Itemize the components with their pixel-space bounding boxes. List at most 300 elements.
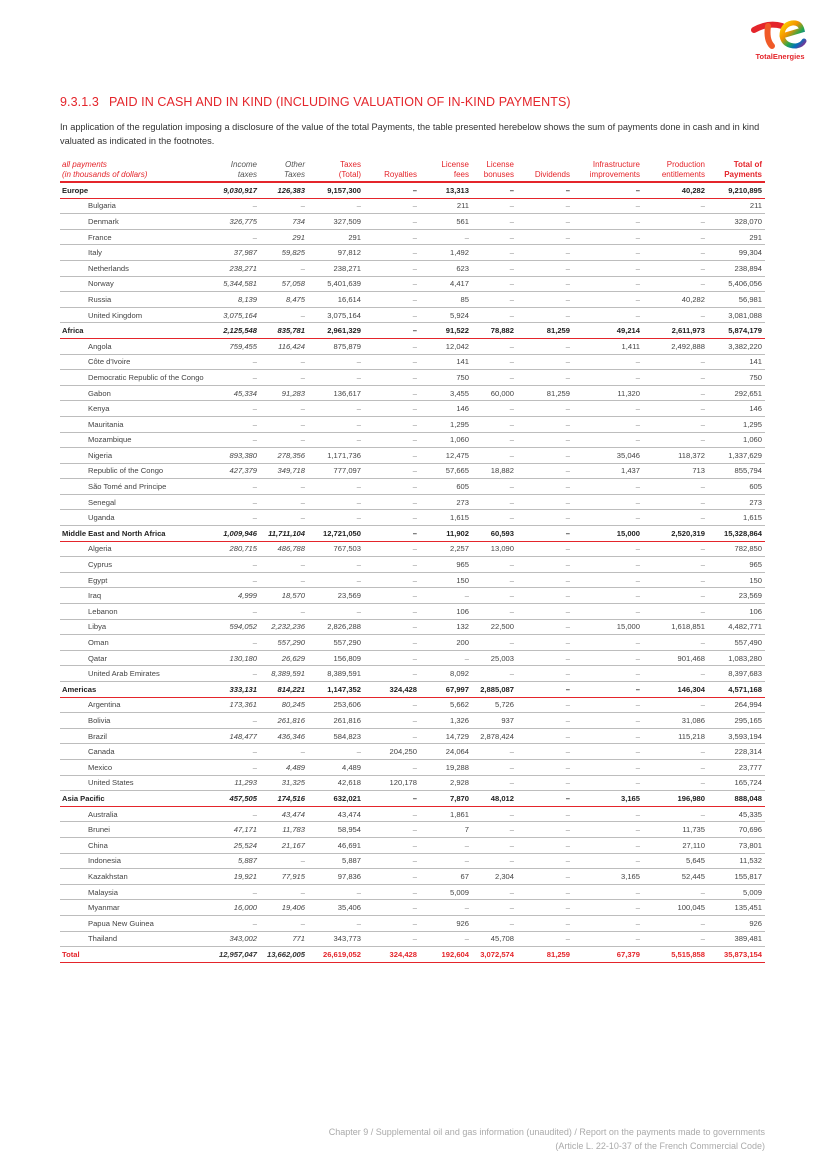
header-license-fees: License fees	[420, 160, 472, 182]
cell-royalties: –	[364, 276, 420, 292]
cell-other-taxes: 19,406	[260, 900, 308, 916]
cell-production-entitlements: 40,282	[643, 182, 708, 198]
row-label: Denmark	[60, 214, 210, 230]
cell-income-taxes: –	[210, 354, 260, 370]
cell-income-taxes: 45,334	[210, 385, 260, 401]
cell-total-of-payments: 557,490	[708, 635, 765, 651]
cell-income-taxes: –	[210, 432, 260, 448]
cell-taxes-total: 97,836	[308, 869, 364, 885]
cell-total-of-payments: 605	[708, 479, 765, 495]
cell-license-bonuses: 18,882	[472, 463, 517, 479]
table-row	[60, 869, 765, 885]
table-row	[60, 245, 765, 261]
cell-other-taxes: 557,290	[260, 635, 308, 651]
header-license-bonuses: License bonuses	[472, 160, 517, 182]
cell-royalties: –	[364, 245, 420, 261]
cell-income-taxes: –	[210, 635, 260, 651]
cell-infrastructure-improvements: –	[573, 494, 643, 510]
cell-license-bonuses: –	[472, 822, 517, 838]
cell-license-fees: –	[420, 837, 472, 853]
cell-production-entitlements: 901,468	[643, 650, 708, 666]
cell-license-bonuses: –	[472, 900, 517, 916]
cell-income-taxes: –	[210, 915, 260, 931]
cell-dividends: –	[517, 198, 573, 214]
cell-royalties: –	[364, 416, 420, 432]
header-income-taxes: Income taxes	[210, 160, 260, 182]
cell-taxes-total: 5,887	[308, 853, 364, 869]
cell-total-of-payments: 3,593,194	[708, 728, 765, 744]
cell-infrastructure-improvements: 1,411	[573, 338, 643, 354]
cell-income-taxes: 8,139	[210, 292, 260, 308]
table-row	[60, 713, 765, 729]
cell-taxes-total: 43,474	[308, 806, 364, 822]
cell-license-bonuses: –	[472, 182, 517, 198]
cell-dividends: –	[517, 401, 573, 417]
cell-other-taxes: 13,662,005	[260, 947, 308, 963]
cell-other-taxes: 91,283	[260, 385, 308, 401]
cell-taxes-total: –	[308, 494, 364, 510]
cell-taxes-total: 23,569	[308, 588, 364, 604]
cell-license-fees: 1,615	[420, 510, 472, 526]
footer-line-1: Chapter 9 / Supplemental oil and gas information (unaudited) / Report on the payments made to governments	[328, 1127, 765, 1137]
cell-license-fees: 2,257	[420, 541, 472, 557]
cell-taxes-total: 2,961,329	[308, 323, 364, 339]
header-taxes-total: Taxes (Total)	[308, 160, 364, 182]
row-label: Senegal	[60, 494, 210, 510]
cell-dividends: –	[517, 806, 573, 822]
cell-license-fees: –	[420, 229, 472, 245]
cell-total-of-payments: 211	[708, 198, 765, 214]
row-label: Mexico	[60, 759, 210, 775]
row-label: Democratic Republic of the Congo	[60, 370, 210, 386]
cell-infrastructure-improvements: –	[573, 432, 643, 448]
cell-production-entitlements: –	[643, 307, 708, 323]
region-row	[60, 526, 765, 542]
cell-total-of-payments: 965	[708, 557, 765, 573]
cell-other-taxes: –	[260, 416, 308, 432]
cell-license-bonuses: –	[472, 775, 517, 791]
cell-infrastructure-improvements: –	[573, 650, 643, 666]
cell-total-of-payments: 56,981	[708, 292, 765, 308]
cell-production-entitlements: –	[643, 884, 708, 900]
cell-royalties: 324,428	[364, 947, 420, 963]
cell-license-fees: 11,902	[420, 526, 472, 542]
cell-license-fees: 7,870	[420, 791, 472, 807]
cell-license-bonuses: –	[472, 510, 517, 526]
cell-other-taxes: –	[260, 884, 308, 900]
cell-production-entitlements: –	[643, 198, 708, 214]
cell-dividends: –	[517, 853, 573, 869]
header-all-payments: all payments (in thousands of dollars)	[60, 160, 210, 182]
cell-license-fees: 67,997	[420, 682, 472, 698]
cell-taxes-total: 343,773	[308, 931, 364, 947]
cell-production-entitlements: 2,492,888	[643, 338, 708, 354]
cell-total-of-payments: 141	[708, 354, 765, 370]
row-label: Asia Pacific	[60, 791, 210, 807]
row-label: Egypt	[60, 572, 210, 588]
cell-other-taxes: 174,516	[260, 791, 308, 807]
cell-license-fees: 85	[420, 292, 472, 308]
cell-income-taxes: 9,030,917	[210, 182, 260, 198]
cell-infrastructure-improvements: 3,165	[573, 791, 643, 807]
cell-total-of-payments: 9,210,895	[708, 182, 765, 198]
cell-dividends: –	[517, 837, 573, 853]
header-total-of-payments: Total of Payments	[708, 160, 765, 182]
cell-royalties: –	[364, 214, 420, 230]
cell-license-bonuses: 48,012	[472, 791, 517, 807]
region-row	[60, 682, 765, 698]
cell-total-of-payments: 5,406,056	[708, 276, 765, 292]
cell-infrastructure-improvements: –	[573, 245, 643, 261]
cell-other-taxes: 291	[260, 229, 308, 245]
cell-license-fees: 623	[420, 260, 472, 276]
cell-infrastructure-improvements: –	[573, 697, 643, 713]
table-row	[60, 510, 765, 526]
header-dividends: Dividends	[517, 160, 573, 182]
row-label: Brunei	[60, 822, 210, 838]
cell-taxes-total: 291	[308, 229, 364, 245]
cell-income-taxes: –	[210, 666, 260, 682]
cell-production-entitlements: –	[643, 416, 708, 432]
table-row	[60, 604, 765, 620]
table-row	[60, 697, 765, 713]
cell-infrastructure-improvements: 15,000	[573, 619, 643, 635]
cell-royalties: –	[364, 292, 420, 308]
cell-taxes-total: 42,618	[308, 775, 364, 791]
table-row	[60, 479, 765, 495]
cell-taxes-total: 8,389,591	[308, 666, 364, 682]
cell-license-bonuses: –	[472, 338, 517, 354]
cell-license-fees: 211	[420, 198, 472, 214]
cell-income-taxes: –	[210, 416, 260, 432]
totalenergies-logo	[748, 16, 812, 64]
cell-license-bonuses: –	[472, 853, 517, 869]
cell-dividends: –	[517, 416, 573, 432]
cell-other-taxes: –	[260, 915, 308, 931]
row-label: Canada	[60, 744, 210, 760]
row-label: Angola	[60, 338, 210, 354]
table-row	[60, 338, 765, 354]
cell-dividends: –	[517, 682, 573, 698]
cell-production-entitlements: –	[643, 479, 708, 495]
row-label: Algeria	[60, 541, 210, 557]
cell-license-fees: 192,604	[420, 947, 472, 963]
cell-royalties: –	[364, 526, 420, 542]
cell-income-taxes: 343,002	[210, 931, 260, 947]
cell-income-taxes: 594,052	[210, 619, 260, 635]
cell-dividends: –	[517, 604, 573, 620]
cell-production-entitlements: –	[643, 931, 708, 947]
cell-license-bonuses: 13,090	[472, 541, 517, 557]
header-royalties: Royalties	[364, 160, 420, 182]
cell-license-bonuses: 2,885,087	[472, 682, 517, 698]
cell-other-taxes: 486,788	[260, 541, 308, 557]
cell-license-fees: 24,064	[420, 744, 472, 760]
cell-production-entitlements: –	[643, 494, 708, 510]
cell-production-entitlements: –	[643, 666, 708, 682]
cell-license-bonuses: 937	[472, 713, 517, 729]
cell-total-of-payments: 165,724	[708, 775, 765, 791]
row-label: Brazil	[60, 728, 210, 744]
cell-total-of-payments: 1,615	[708, 510, 765, 526]
cell-license-fees: –	[420, 931, 472, 947]
cell-royalties: –	[364, 931, 420, 947]
cell-production-entitlements: 115,218	[643, 728, 708, 744]
cell-royalties: –	[364, 572, 420, 588]
row-label: Europe	[60, 182, 210, 198]
cell-royalties: –	[364, 338, 420, 354]
cell-license-fees: 561	[420, 214, 472, 230]
table-row	[60, 931, 765, 947]
cell-production-entitlements: 146,304	[643, 682, 708, 698]
cell-total-of-payments: 15,328,864	[708, 526, 765, 542]
table-row	[60, 385, 765, 401]
cell-other-taxes: 349,718	[260, 463, 308, 479]
cell-total-of-payments: 4,482,771	[708, 619, 765, 635]
cell-production-entitlements: 118,372	[643, 448, 708, 464]
cell-taxes-total: –	[308, 198, 364, 214]
cell-income-taxes: –	[210, 884, 260, 900]
cell-license-fees: 19,288	[420, 759, 472, 775]
cell-other-taxes: 2,232,236	[260, 619, 308, 635]
cell-license-fees: 965	[420, 557, 472, 573]
table-row	[60, 541, 765, 557]
cell-other-taxes: –	[260, 494, 308, 510]
cell-taxes-total: 632,021	[308, 791, 364, 807]
cell-total-of-payments: 1,295	[708, 416, 765, 432]
cell-taxes-total: 584,823	[308, 728, 364, 744]
cell-license-fees: 8,092	[420, 666, 472, 682]
row-label: Indonesia	[60, 853, 210, 869]
cell-royalties: –	[364, 853, 420, 869]
cell-royalties: –	[364, 713, 420, 729]
cell-taxes-total: 16,614	[308, 292, 364, 308]
cell-dividends: –	[517, 759, 573, 775]
cell-total-of-payments: 328,070	[708, 214, 765, 230]
cell-dividends: 81,259	[517, 385, 573, 401]
table-row	[60, 432, 765, 448]
table-row	[60, 635, 765, 651]
cell-production-entitlements: 5,645	[643, 853, 708, 869]
cell-taxes-total: –	[308, 432, 364, 448]
cell-income-taxes: –	[210, 494, 260, 510]
cell-production-entitlements: 2,520,319	[643, 526, 708, 542]
row-label: France	[60, 229, 210, 245]
table-row	[60, 728, 765, 744]
cell-other-taxes: 18,570	[260, 588, 308, 604]
cell-income-taxes: 893,380	[210, 448, 260, 464]
cell-infrastructure-improvements: 67,379	[573, 947, 643, 963]
table-row	[60, 884, 765, 900]
cell-royalties: –	[364, 650, 420, 666]
cell-income-taxes: 148,477	[210, 728, 260, 744]
cell-other-taxes: 4,489	[260, 759, 308, 775]
cell-other-taxes: 278,356	[260, 448, 308, 464]
cell-royalties: –	[364, 557, 420, 573]
cell-production-entitlements: –	[643, 759, 708, 775]
cell-license-bonuses: –	[472, 759, 517, 775]
cell-income-taxes: –	[210, 604, 260, 620]
row-label: China	[60, 837, 210, 853]
row-label: Gabon	[60, 385, 210, 401]
cell-total-of-payments: 291	[708, 229, 765, 245]
cell-taxes-total: –	[308, 510, 364, 526]
row-label: Australia	[60, 806, 210, 822]
cell-total-of-payments: 926	[708, 915, 765, 931]
cell-license-bonuses: 5,726	[472, 697, 517, 713]
cell-royalties: –	[364, 822, 420, 838]
cell-other-taxes: 26,629	[260, 650, 308, 666]
cell-other-taxes: 80,245	[260, 697, 308, 713]
cell-total-of-payments: 23,777	[708, 759, 765, 775]
cell-license-fees: 132	[420, 619, 472, 635]
cell-other-taxes: –	[260, 479, 308, 495]
table-row	[60, 900, 765, 916]
cell-license-fees: 146	[420, 401, 472, 417]
cell-total-of-payments: 3,081,088	[708, 307, 765, 323]
cell-income-taxes: 280,715	[210, 541, 260, 557]
table-row	[60, 915, 765, 931]
cell-infrastructure-improvements: 49,214	[573, 323, 643, 339]
table-row	[60, 260, 765, 276]
cell-royalties: –	[364, 479, 420, 495]
cell-other-taxes: –	[260, 370, 308, 386]
cell-royalties: –	[364, 869, 420, 885]
cell-production-entitlements: –	[643, 214, 708, 230]
cell-total-of-payments: 146	[708, 401, 765, 417]
cell-other-taxes: 835,781	[260, 323, 308, 339]
table-row	[60, 401, 765, 417]
cell-production-entitlements: –	[643, 385, 708, 401]
cell-income-taxes: –	[210, 479, 260, 495]
cell-dividends: –	[517, 744, 573, 760]
cell-production-entitlements: –	[643, 572, 708, 588]
cell-license-fees: –	[420, 650, 472, 666]
cell-license-fees: 106	[420, 604, 472, 620]
cell-other-taxes: 436,346	[260, 728, 308, 744]
cell-infrastructure-improvements: –	[573, 744, 643, 760]
cell-royalties: –	[364, 666, 420, 682]
cell-infrastructure-improvements: –	[573, 292, 643, 308]
cell-license-fees: 1,861	[420, 806, 472, 822]
cell-royalties: –	[364, 510, 420, 526]
cell-income-taxes: 427,379	[210, 463, 260, 479]
row-label: Total	[60, 947, 210, 963]
cell-infrastructure-improvements: –	[573, 214, 643, 230]
cell-total-of-payments: 273	[708, 494, 765, 510]
cell-income-taxes: –	[210, 557, 260, 573]
cell-income-taxes: 759,455	[210, 338, 260, 354]
row-label: Kazakhstan	[60, 869, 210, 885]
cell-income-taxes: 16,000	[210, 900, 260, 916]
cell-infrastructure-improvements: –	[573, 260, 643, 276]
cell-license-bonuses: –	[472, 557, 517, 573]
intro-paragraph: In application of the regulation imposing a disclosure of the value of the total Payments, the table presented herebelow shows the sum of payments done in cash and in kind valuated as indicated in the footnotes.	[60, 122, 760, 146]
cell-other-taxes: 734	[260, 214, 308, 230]
cell-other-taxes: 771	[260, 931, 308, 947]
cell-royalties: –	[364, 307, 420, 323]
table-row	[60, 494, 765, 510]
row-label: Russia	[60, 292, 210, 308]
cell-income-taxes: 3,075,164	[210, 307, 260, 323]
row-label: Argentina	[60, 697, 210, 713]
cell-income-taxes: –	[210, 759, 260, 775]
cell-income-taxes: 2,125,548	[210, 323, 260, 339]
page-footer	[329, 1125, 765, 1153]
cell-license-bonuses: –	[472, 416, 517, 432]
cell-dividends: –	[517, 650, 573, 666]
cell-infrastructure-improvements: –	[573, 354, 643, 370]
cell-royalties: 204,250	[364, 744, 420, 760]
row-label: São Tomé and Principe	[60, 479, 210, 495]
table-row	[60, 744, 765, 760]
cell-license-bonuses: 2,304	[472, 869, 517, 885]
cell-license-fees: 1,492	[420, 245, 472, 261]
cell-production-entitlements: –	[643, 744, 708, 760]
cell-total-of-payments: 5,009	[708, 884, 765, 900]
cell-license-bonuses: –	[472, 245, 517, 261]
header-production-entitlements: Production entitlements	[643, 160, 708, 182]
cell-other-taxes: 77,915	[260, 869, 308, 885]
cell-license-fees: 4,417	[420, 276, 472, 292]
cell-dividends: –	[517, 370, 573, 386]
cell-dividends: –	[517, 915, 573, 931]
cell-license-bonuses: –	[472, 494, 517, 510]
cell-other-taxes: –	[260, 853, 308, 869]
cell-dividends: –	[517, 276, 573, 292]
cell-dividends: –	[517, 713, 573, 729]
cell-total-of-payments: 4,571,168	[708, 682, 765, 698]
cell-income-taxes: –	[210, 806, 260, 822]
cell-royalties: –	[364, 385, 420, 401]
cell-other-taxes: –	[260, 432, 308, 448]
cell-production-entitlements: –	[643, 276, 708, 292]
cell-license-bonuses: 25,003	[472, 650, 517, 666]
cell-dividends: –	[517, 884, 573, 900]
cell-infrastructure-improvements: 1,437	[573, 463, 643, 479]
cell-other-taxes: –	[260, 354, 308, 370]
cell-royalties: –	[364, 791, 420, 807]
cell-taxes-total: 58,954	[308, 822, 364, 838]
cell-other-taxes: –	[260, 198, 308, 214]
cell-royalties: –	[364, 604, 420, 620]
cell-infrastructure-improvements: –	[573, 682, 643, 698]
cell-infrastructure-improvements: –	[573, 541, 643, 557]
logo-mark-icon	[748, 16, 812, 52]
cell-income-taxes: 19,921	[210, 869, 260, 885]
cell-infrastructure-improvements: –	[573, 370, 643, 386]
cell-royalties: –	[364, 260, 420, 276]
cell-license-fees: 12,475	[420, 448, 472, 464]
section-title	[60, 95, 571, 109]
cell-license-bonuses: 60,593	[472, 526, 517, 542]
cell-taxes-total: 136,617	[308, 385, 364, 401]
cell-dividends: –	[517, 292, 573, 308]
cell-total-of-payments: 155,817	[708, 869, 765, 885]
cell-income-taxes: 457,505	[210, 791, 260, 807]
cell-other-taxes: 31,325	[260, 775, 308, 791]
cell-license-fees: 5,009	[420, 884, 472, 900]
cell-infrastructure-improvements: –	[573, 900, 643, 916]
cell-dividends: –	[517, 260, 573, 276]
cell-production-entitlements: –	[643, 557, 708, 573]
cell-license-bonuses: –	[472, 588, 517, 604]
cell-other-taxes: 116,424	[260, 338, 308, 354]
cell-income-taxes: –	[210, 713, 260, 729]
row-label: Cyprus	[60, 557, 210, 573]
row-label: Kenya	[60, 401, 210, 417]
cell-license-fees: 91,522	[420, 323, 472, 339]
